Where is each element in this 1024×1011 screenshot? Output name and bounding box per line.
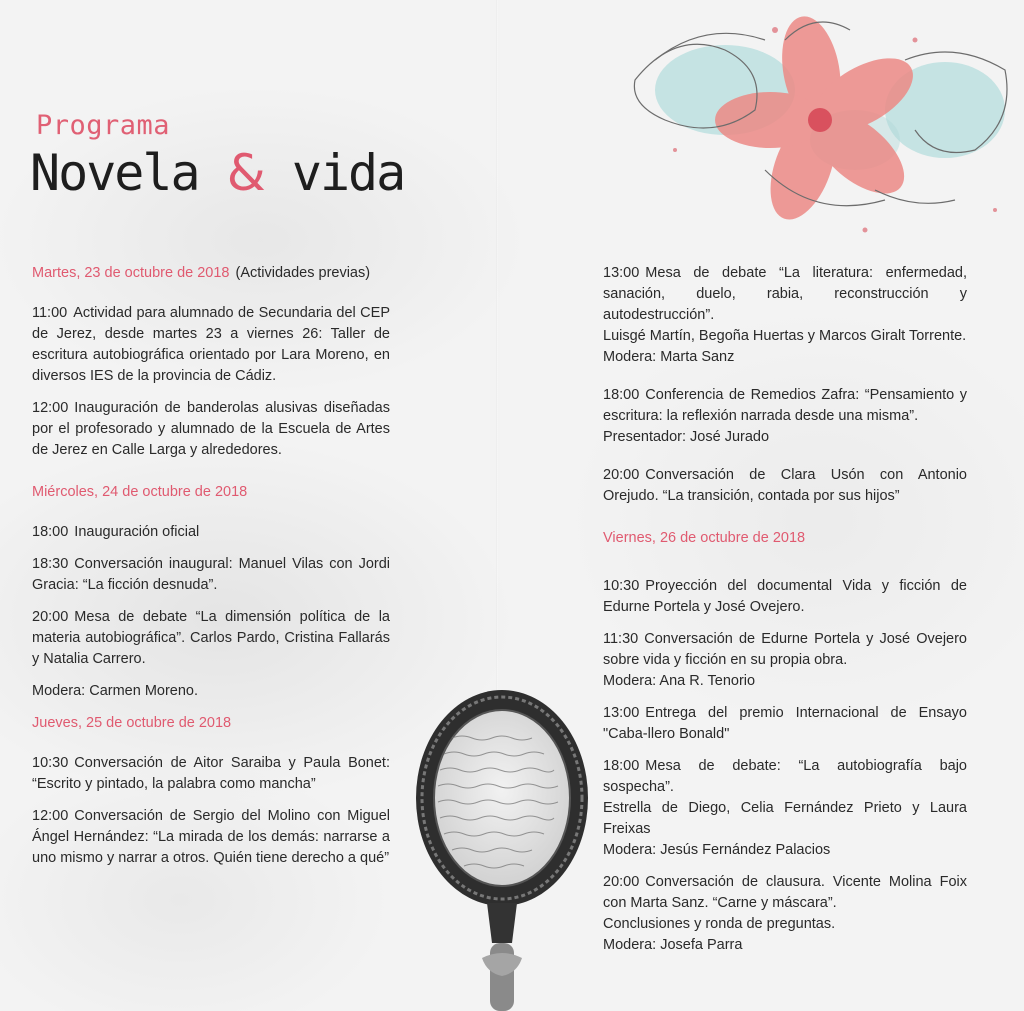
event-description: Mesa de debate “La literatura: enfermedad, sanación, duelo, rabia, reconstrucción y autodestrucción”. (603, 265, 967, 323)
event-description: Conversación inaugural: Manuel Vilas con Jordi Gracia: “La ficción desnuda”. (32, 556, 390, 593)
program-kicker: Programa (36, 110, 171, 141)
day-date: Martes, 23 de octubre de 2018 (32, 265, 230, 281)
page-title (30, 144, 405, 202)
event-closing-note: Conclusiones y ronda de preguntas. (603, 916, 836, 932)
event-participants: Estrella de Diego, Celia Fernández Prieto y Laura Freixas (603, 800, 967, 837)
hand-mirror-illustration (412, 688, 592, 1011)
event-item (603, 576, 967, 618)
event-item (603, 756, 967, 861)
event-description: Entrega del premio Internacional de Ensayo "Caba-llero Bonald" (603, 705, 967, 742)
event-time: 13:00 (603, 265, 640, 281)
event-time: 18:00 (603, 387, 640, 403)
event-item (603, 263, 967, 368)
day-heading-wednesday (32, 482, 390, 503)
event-description: Conferencia de Remedios Zafra: “Pensamiento y escritura: la reflexión narrada desde una misma”. (603, 387, 967, 424)
event-item (32, 522, 390, 543)
event-moderator: Modera: Ana R. Tenorio (603, 673, 756, 689)
event-time: 18:00 (603, 758, 640, 774)
event-item (603, 703, 967, 745)
event-item (32, 607, 390, 670)
flowers-illustration (615, 0, 1024, 245)
day-date: Jueves, 25 de octubre de 2018 (32, 715, 232, 731)
event-description: Conversación de Edurne Portela y José Ovejero sobre vida y ficción en su propia obra. (603, 631, 967, 668)
event-description: Mesa de debate “La dimensión política de la materia autobiográfica”. Carlos Pardo, Cristina Fallarás y Natalia Carrero. (32, 609, 390, 667)
day-heading-thursday (32, 713, 390, 734)
event-time: 13:00 (603, 705, 640, 721)
event-time: 12:00 (32, 808, 69, 824)
event-time: 20:00 (603, 467, 640, 483)
event-description: Proyección del documental Vida y ficción de Edurne Portela y José Ovejero. (603, 578, 967, 615)
event-description: Inauguración de banderolas alusivas diseñadas por el profesorado y alumnado de la Escuela de Artes de Jerez en Calle Larga y alrededores. (32, 400, 390, 458)
event-item (603, 872, 967, 956)
event-description: Conversación de Clara Usón con Antonio Orejudo. “La transición, contada por sus hijos” (603, 467, 967, 504)
title-ampersand: & (226, 144, 264, 202)
event-moderator: Modera: Marta Sanz (603, 349, 735, 365)
event-moderator: Modera: Jesús Fernández Palacios (603, 842, 831, 858)
schedule-right-column (603, 263, 967, 967)
event-item (603, 629, 967, 692)
day-date: Miércoles, 24 de octubre de 2018 (32, 484, 248, 500)
event-time: 18:00 (32, 524, 69, 540)
event-presenter: Presentador: José Jurado (603, 429, 770, 445)
event-description: Mesa de debate: “La autobiografía bajo sospecha”. (603, 758, 967, 795)
day-date: Viernes, 26 de octubre de 2018 (603, 530, 806, 546)
event-moderator: Modera: Josefa Parra (603, 937, 743, 953)
event-moderator: Modera: Carmen Moreno. (32, 683, 199, 699)
event-item (32, 303, 390, 387)
event-item (32, 806, 390, 869)
day-heading-friday (603, 528, 967, 549)
event-time: 20:00 (32, 609, 69, 625)
event-item (32, 398, 390, 461)
event-time: 10:30 (603, 578, 640, 594)
event-item (32, 554, 390, 596)
event-item (603, 385, 967, 448)
schedule-left-column (32, 263, 390, 880)
title-word-novela: Novela (30, 144, 199, 202)
event-item (603, 465, 967, 507)
event-time: 11:30 (603, 631, 639, 647)
event-time: 10:30 (32, 755, 69, 771)
event-description: Conversación de clausura. Vicente Molina Foix con Marta Sanz. “Carne y máscara”. (603, 874, 967, 911)
event-time: 18:30 (32, 556, 69, 572)
day-note: (Actividades previas) (235, 265, 371, 281)
event-description: Inauguración oficial (74, 524, 200, 540)
title-word-vida: vida (291, 144, 405, 202)
event-description: Conversación de Aitor Saraiba y Paula Bonet: “Escrito y pintado, la palabra como mancha” (32, 755, 390, 792)
event-participants: Luisgé Martín, Begoña Huertas y Marcos Giralt Torrente. (603, 328, 967, 344)
event-time: 11:00 (32, 305, 68, 321)
event-time: 20:00 (603, 874, 640, 890)
event-description: Actividad para alumnado de Secundaria del CEP de Jerez, desde martes 23 a viernes 26: Taller de escritura autobiográfica orientado por Lara Moreno, en diversos IES de la provincia de Cádiz. (32, 305, 390, 384)
event-time: 12:00 (32, 400, 69, 416)
event-description: Conversación de Sergio del Molino con Miguel Ángel Hernández: “La mirada de los demás: narrarse a uno mismo y narrar a otros. Quién tiene derecho a qué” (32, 808, 390, 866)
day-heading-tuesday (32, 263, 390, 284)
event-item (32, 753, 390, 795)
